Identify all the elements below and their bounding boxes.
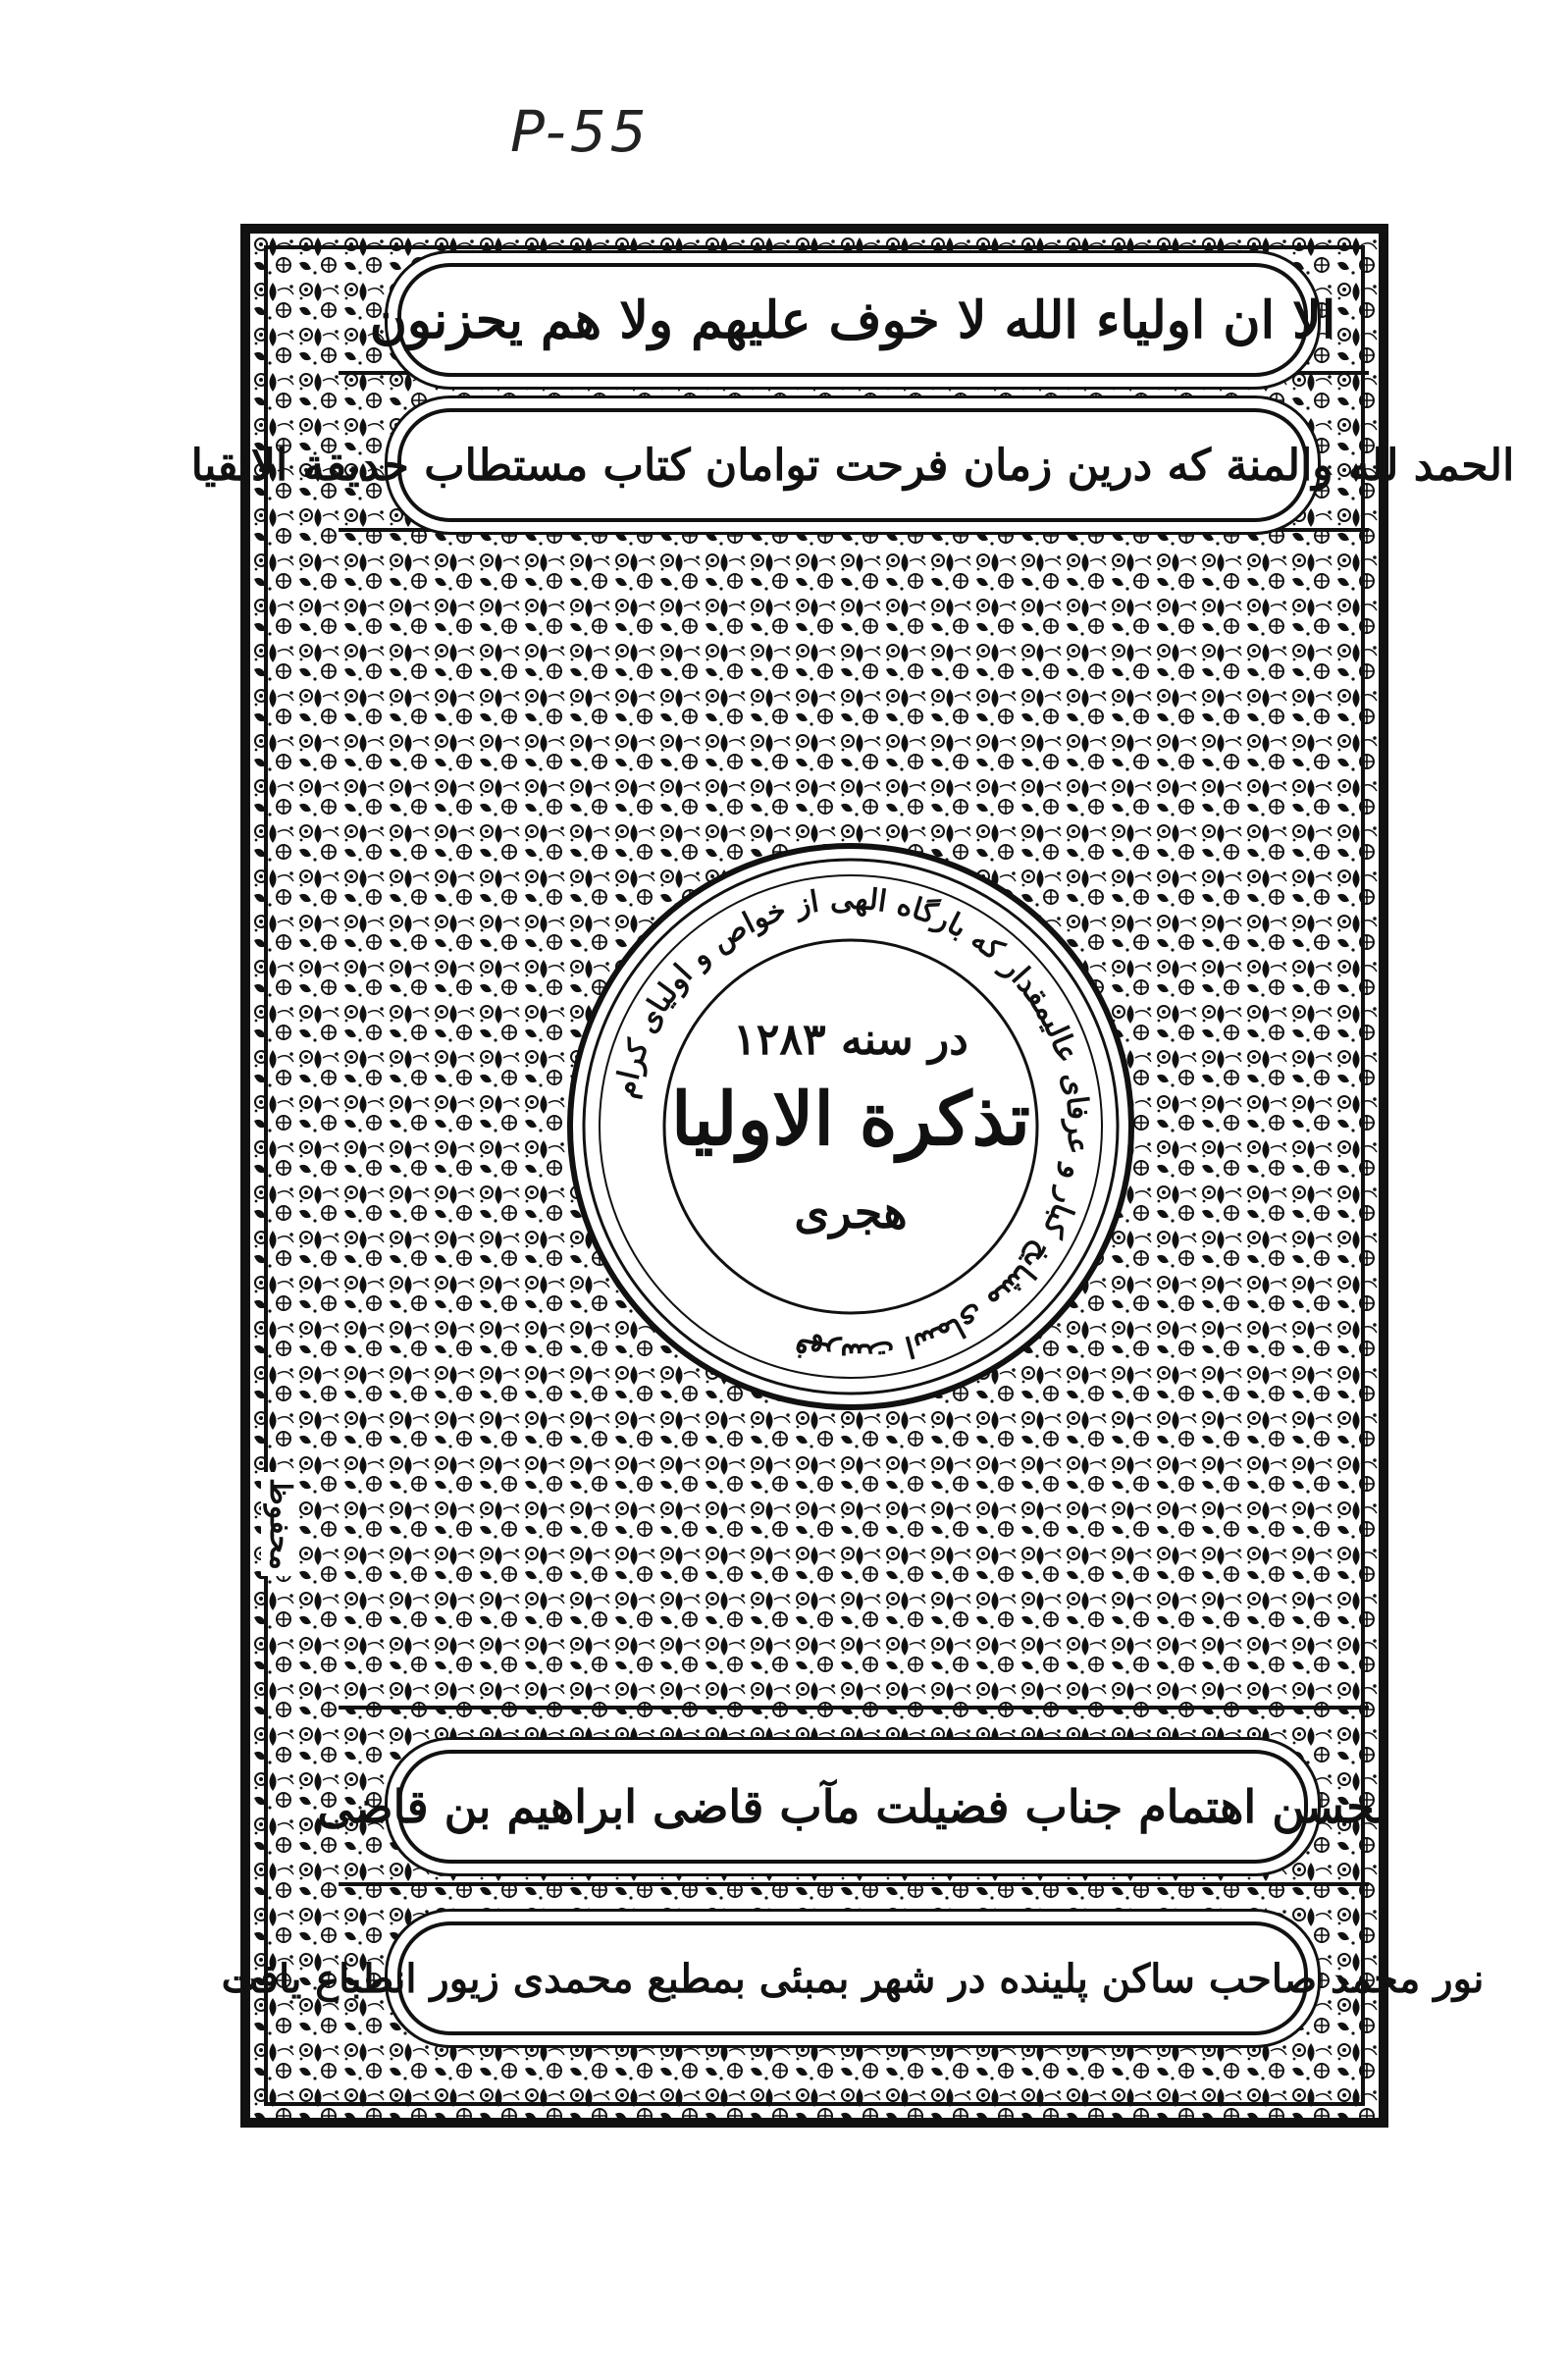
shelfmark-note: P-55 <box>510 98 651 165</box>
central-medallion <box>566 842 1135 1411</box>
ornamental-frame <box>190 224 1515 2128</box>
top-cartouche: الا ان اولیاء الله لا خوف علیهم ولا هم یحزنون <box>397 263 1308 377</box>
divider-second <box>339 528 1369 532</box>
book-title: تذکرة الاولیا <box>671 1078 1030 1162</box>
bottom-cartouche-1: بحسن اهتمام جناب فضیلت مآب قاضی ابراهیم بن قاضی <box>397 1750 1308 1864</box>
side-stamp: محفوظ <box>261 1472 299 1576</box>
divider-bottom <box>339 1882 1369 1886</box>
divider-lower <box>339 1706 1369 1710</box>
second-cartouche: الحمد لله والمنة که درین زمان فرحت توامان کتاب مستطاب حدیقة الاتقیا <box>397 408 1308 522</box>
bottom-cartouche-2: نور محمد صاحب ساکن پلینده در شهر بمبئی بمطبع محمدی زیور انطباع یافت <box>397 1921 1308 2035</box>
ring-inscription: فهرست اسمای مشایخ کبار و عرفای عالیمقدار که بارگاه الهی از خواص و اولیای کرام <box>607 881 1096 1372</box>
hijri-label: هجری <box>794 1185 908 1238</box>
medallion-date: در سنه ١٢٨٣ <box>733 1015 968 1065</box>
